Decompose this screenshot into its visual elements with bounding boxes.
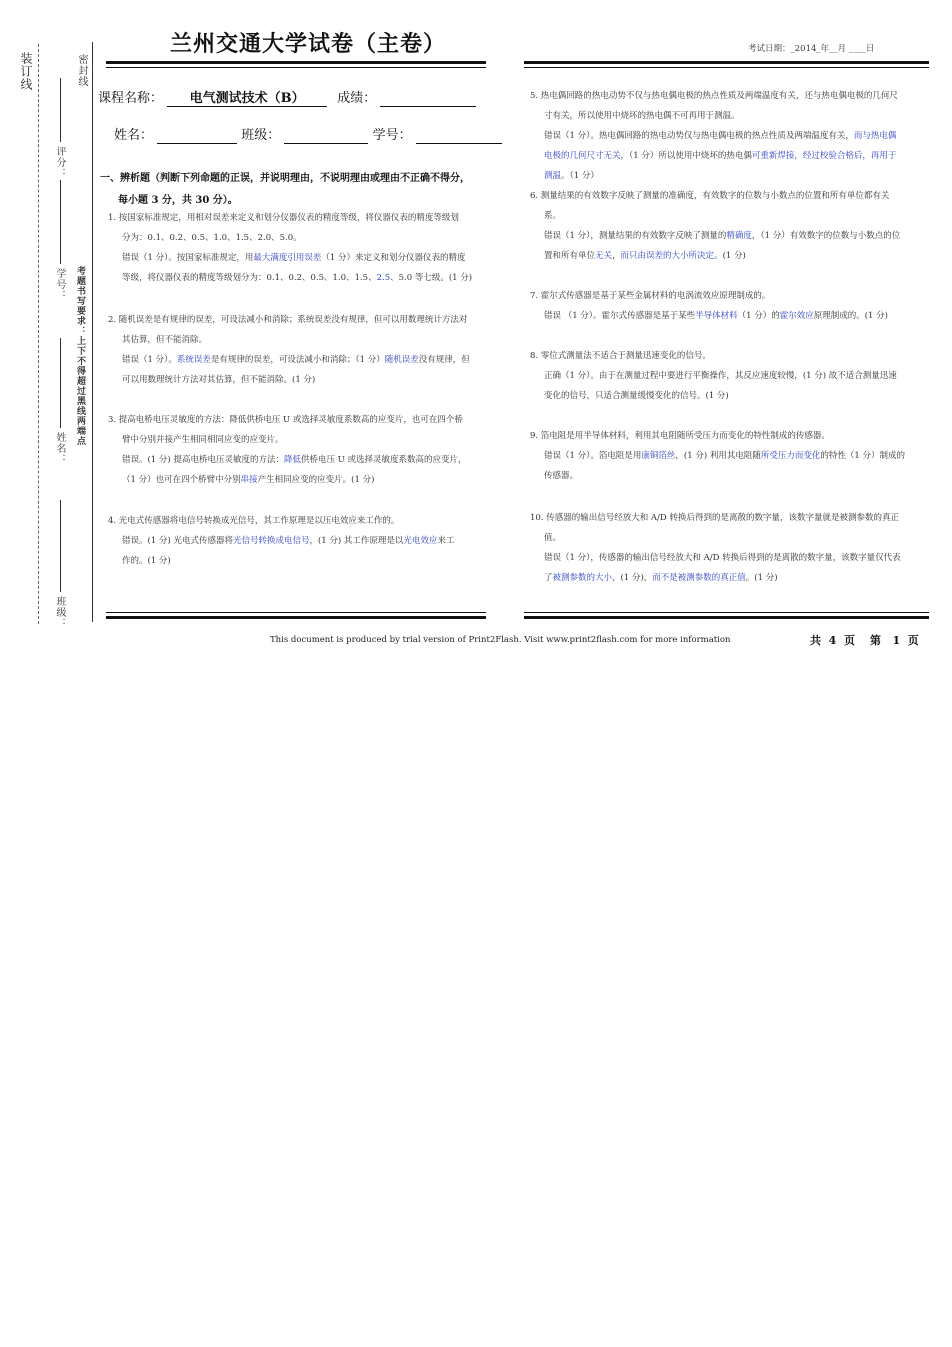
answer-highlight: 系统误差: [176, 355, 211, 365]
score-field: [380, 91, 476, 107]
answer-highlight: 光电效应: [403, 536, 438, 546]
answer-text: 。(1 分): [745, 573, 778, 583]
answer-text: 错误 （1 分）。霍尔式传感器是基于某些: [544, 311, 696, 321]
answer-text: 正确（1 分）。由于在测量过程中要进行平衡操作，其反应速度较慢，(1 分) 故不适合测量迅速: [544, 371, 897, 381]
answer-text: 错误（1 分）。箔电阻是用: [544, 451, 642, 461]
answer-text: 来工: [437, 536, 455, 546]
question-stem-line: 6. 测量结果的有效数字反映了测量的准确度，有效数字的位数与小数点的位置和所有单位都有关: [530, 191, 890, 201]
binding-dashed-line: [38, 44, 39, 624]
answer-line: [530, 146, 926, 166]
question-stem-line: 系。: [544, 211, 562, 221]
question-5: [530, 86, 926, 186]
exam-date: 考试日期：_2014_年__月 ____日: [748, 44, 875, 54]
answer-text: ，(1 分)，: [612, 573, 653, 583]
answer-text: ，（1 分）所以使用中烧坏的热电偶: [620, 151, 752, 161]
seal-line-label: 密封线: [76, 54, 87, 87]
question-10: [530, 508, 926, 588]
answer-text: 了: [544, 573, 553, 583]
left-top-rule-thick: [106, 61, 486, 64]
answer-highlight: 康铜箔丝: [641, 451, 676, 461]
right-bottom-rule-thick: [524, 616, 929, 619]
answer-line: [530, 126, 926, 146]
question-stem-line: 7. 霍尔式传感器是基于某些金属材料的电涡流效应原理制成的。: [530, 291, 771, 301]
answer-text: ，(1 分) 利用其电阻随: [675, 451, 761, 461]
right-bottom-rule-thin: [524, 612, 929, 613]
answer-line: [108, 450, 492, 470]
answer-text: 可以用数理统计方法对其估算，但不能消除。(1 分): [122, 375, 316, 385]
score-field-label: 评分：: [54, 146, 65, 179]
right-top-rule-thick: [524, 61, 929, 64]
course-row: [98, 87, 476, 107]
course-name-field: [167, 87, 327, 107]
left-bottom-rule-thick: [106, 616, 486, 619]
answer-text: 错误（1 分）。热电偶回路的热电动势仅与热电偶电极的热点性质及两端温度有关，: [544, 131, 854, 141]
answer-text: 错误。(1 分) 提高电桥电压灵敏度的方法：: [122, 455, 284, 465]
question-stem-line: 臂中分别并接产生相同相同应变的应变片。: [122, 435, 284, 445]
student-id-field: [416, 128, 502, 144]
student-id-label: 学号：: [372, 128, 412, 143]
answer-text: （1 分）也可在四个桥臂中分别: [122, 475, 241, 485]
answer-highlight: 而不是被测参数的真正值: [652, 573, 746, 583]
answer-highlight: 降低: [283, 455, 301, 465]
answer-text: ，(1 分) 其工作原理是以: [309, 536, 404, 546]
answer-text: 变化的信号，只适合测量缓慢变化的信号。(1 分): [544, 391, 729, 401]
class-field-line: [60, 500, 61, 592]
question-1: [108, 208, 492, 288]
writing-notice: 考题书写要求：上下不得超过黑线两端点: [75, 266, 85, 446]
question-6: [530, 186, 926, 266]
question-stem-line: 1. 按国家标准规定，用相对误差来定义和划分仪器仪表的精度等级，将仪器仪表的精度等级划: [108, 213, 459, 223]
answer-text: 供桥电压 U 或选择灵敏度系数高的应变片，: [300, 455, 467, 465]
answer-line: [530, 366, 926, 386]
answer-text: 没有规律，但: [418, 355, 470, 365]
answer-text: 错误（1 分），测量结果的有效数字反映了测量的: [544, 231, 727, 241]
answer-highlight: 随机误差: [384, 355, 419, 365]
answer-line: [530, 306, 926, 326]
answer-line: [108, 248, 492, 268]
question-stem-line: 9. 箔电阻是用半导体材料，利用其电阻随所受压力而变化的特性制成的传感器。: [530, 431, 830, 441]
answer-highlight: 而只由误差的大小所决定: [620, 251, 715, 261]
answer-line: [530, 246, 926, 266]
question-9: [530, 426, 926, 486]
answer-line: [108, 531, 492, 551]
section-heading: [100, 168, 488, 212]
answer-line: [530, 466, 926, 486]
course-name: 电气测试技术（B）: [189, 91, 305, 106]
question-stem-line: 5. 热电偶回路的热电动势不仅与热电偶电极的热点性质及两端温度有关，还与热电偶电极的几何尺: [530, 91, 898, 101]
total-pages: 共 4 页: [810, 634, 855, 647]
answer-highlight: 半导体材料: [695, 311, 738, 321]
page-number: 第 1 页: [870, 634, 919, 647]
answer-line: [108, 268, 492, 288]
answer-text: 原理制成的。(1 分): [813, 311, 888, 321]
answer-highlight: 精确度: [726, 231, 752, 241]
answer-text: 置和所有单位: [544, 251, 596, 261]
answer-line: [530, 568, 926, 588]
left-bottom-rule-thin: [106, 612, 486, 613]
answer-line: [108, 370, 492, 390]
score-field-line: [60, 78, 61, 142]
binding-line-label: 装订线: [19, 52, 33, 91]
answer-text: 、5.0 等七级。(1 分): [390, 273, 473, 283]
answer-text: 作的。(1 分): [122, 556, 171, 566]
answer-highlight: 被测参数的大小: [552, 573, 613, 583]
answer-text: （1 分）来定义和划分仪器仪表的精度: [321, 253, 466, 263]
question-stem-line: 其估算，但不能消除。: [122, 335, 208, 345]
answer-line: [108, 470, 492, 490]
answer-highlight: 所受压力而变化: [760, 451, 821, 461]
seal-line: [92, 42, 93, 622]
name-field: [157, 128, 237, 144]
question-stem-line: 8. 零位式测量法不适合于测量迅速变化的信号。: [530, 351, 711, 361]
answer-line: [530, 386, 926, 406]
page-title: 兰州交通大学试卷（主卷）: [170, 31, 447, 57]
question-stem-line: 分为：0.1、0.2、0.5、1.0、1.5、2.0、5.0。: [122, 233, 302, 243]
answer-line: [530, 166, 926, 186]
answer-highlight: 2.5: [376, 273, 391, 283]
answer-text: 错误（1 分）。: [122, 355, 177, 365]
name-field-label: 姓名：: [54, 432, 65, 465]
answer-highlight: 光信号转换成电信号: [232, 536, 310, 546]
answer-line: [108, 350, 492, 370]
question-4: [108, 511, 492, 571]
question-stem-line: 10. 传感器的输出信号经放大和 A/D 转换后得到的是离散的数字量，该数字量就是被测参数的真正: [530, 513, 899, 523]
answer-text: 的特性（1 分）制成的: [820, 451, 905, 461]
answer-line: [108, 551, 492, 571]
question-stem-line: 值。: [544, 533, 562, 543]
question-stem-line: 4. 光电式传感器将电信号转换成光信号，其工作原理是以压电效应来工作的。: [108, 516, 400, 526]
answer-highlight: 串接: [240, 475, 258, 485]
score-label: 成绩：: [337, 91, 377, 106]
answer-text: 是有规律的误差，可设法减小和消除；（1 分）: [210, 355, 385, 365]
student-id-field-line: [60, 180, 61, 264]
answer-text: 。（1 分）: [561, 171, 599, 181]
answer-highlight: 电极的几何尺寸无关: [544, 151, 621, 161]
right-top-rule-thin: [524, 67, 929, 68]
answer-text: 传感器。: [544, 471, 579, 481]
answer-highlight: 而与热电偶: [853, 131, 897, 141]
answer-text: ，: [612, 251, 621, 261]
answer-text: 产生相同应变的应变片。(1 分): [257, 475, 375, 485]
answer-highlight: 可重新焊接，经过校验合格后，再用于: [751, 151, 897, 161]
name-label: 姓名：: [114, 128, 154, 143]
question-stem-line: 2. 随机误差是有规律的误差，可设法减小和消除；系统误差没有规律，但可以用数理统计方法对: [108, 315, 468, 325]
section-heading-line1: 一、辨析题（判断下列命题的正误，并说明理由，不说明理由或理由不正确不得分，: [100, 173, 470, 184]
answer-highlight: 最大满度引用误差: [253, 253, 322, 263]
answer-text: 错误。(1 分) 光电式传感器将: [122, 536, 233, 546]
question-3: [108, 410, 492, 490]
answer-highlight: 霍尔效应: [779, 311, 814, 321]
answer-line: [530, 446, 926, 466]
question-stem-line: 3. 提高电桥电压灵敏度的方法：降低供桥电压 U 或选择灵敏度系数高的应变片，也可在四个桥: [108, 415, 463, 425]
question-stem-line: 寸有关，所以使用中烧坏的热电偶不可再用于测温。: [544, 111, 740, 121]
answer-text: 错误（1 分），传感器的输出信号经放大和 A/D 转换后得到的是离散的数字量，该数字量仅代表: [544, 553, 901, 563]
class-field: [284, 128, 368, 144]
answer-highlight: 测温: [544, 171, 562, 181]
section-heading-line2: 每小题 3 分，共 30 分）。: [118, 195, 238, 206]
student-id-field-label: 学号：: [54, 268, 65, 301]
answer-text: 。(1 分): [714, 251, 746, 261]
name-field-line: [60, 338, 61, 428]
class-label: 班级：: [241, 128, 281, 143]
class-field-label: 班级：: [54, 596, 65, 629]
answer-line: [530, 548, 926, 568]
answer-line: [530, 226, 926, 246]
student-info-row: [114, 124, 502, 144]
answer-highlight: 无关: [595, 251, 613, 261]
trial-notice: This document is produced by trial version of Print2Flash. Visit www.print2flash.com for more information: [270, 635, 731, 645]
answer-text: ，（1 分）有效数字的位数与小数点的位: [751, 231, 901, 241]
question-2: [108, 310, 492, 390]
question-7: [530, 286, 926, 326]
answer-text: （1 分）的: [737, 311, 780, 321]
left-top-rule-thin: [106, 67, 486, 68]
answer-text: 等级，将仪器仪表的精度等级划分为：0.1、0.2、0.5、1.0、1.5、: [122, 273, 377, 283]
answer-text: 错误（1 分）。按国家标准规定，用: [122, 253, 254, 263]
question-8: [530, 346, 926, 406]
course-label: 课程名称：: [98, 91, 164, 106]
